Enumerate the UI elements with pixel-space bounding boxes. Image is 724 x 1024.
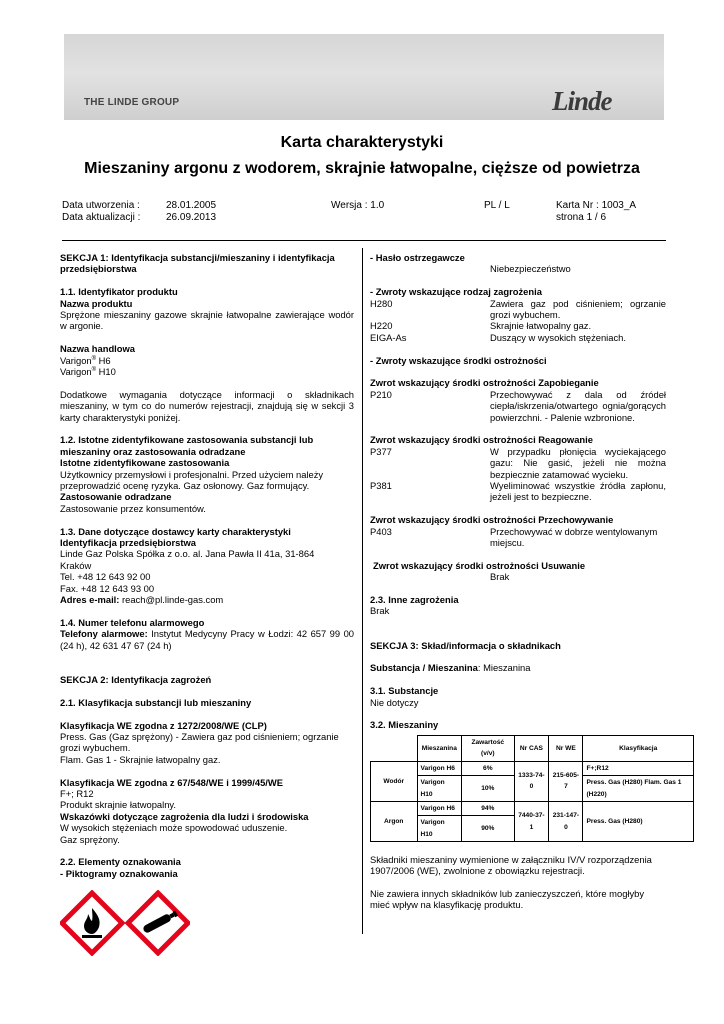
section-1-2-heading: 1.2. Istotne zidentyfikowane zastosowania substancji lub mieszaniny oraz zastosowania odradzane [60,434,314,457]
section-3-2-heading: 3.2. Mieszaniny [370,719,439,731]
clp-heading: Klasyfikacja WE zgodna z 1272/2008/WE (CLP) [60,719,267,731]
email-link[interactable]: reach@pl.linde-gas.com [119,594,224,606]
alarm-phones [60,628,354,651]
created-value: 28.01.2005 [166,200,217,211]
header-rule [62,240,666,241]
updated-value: 26.09.2013 [166,212,217,223]
precaution-text: Przechowywać w dobrze wentylowanym miejscu. [490,525,658,549]
meta-values [166,200,216,224]
language: PL / L [484,200,510,211]
trade-name-2-brand: Varigon [60,366,92,378]
hazard-text: Duszący w wysokich stężeniach. [490,331,626,343]
precaution-row [370,446,666,480]
response-heading: Zwrot wskazujący środki ostrożności Reagowanie [370,434,593,446]
trade-name-1 [60,355,354,366]
product-name-text: Sprężone mieszaniny gazowe skrajnie łatwopalne zawierające wodór w argonie. [60,309,354,332]
column-header-concentration: Zawartość (v/v) [462,735,514,761]
alarm-text: Instytut Medycyny Pracy w Łodzi: 42 657 99 00 (24 h), 42 631 47 67 (24 h) [60,628,355,651]
disposal-heading: Zwrot wskazujący środki ostrożności Usuwanie [373,559,586,571]
section-1-3-heading: 1.3. Dane dotyczące dostawcy karty charakterystyki [60,525,291,537]
component-name: Argon [371,801,418,841]
composition-table [370,735,694,842]
directive-line-2: Produkt skrajnie łatwopalny. [60,799,177,811]
registration-note: Składniki mieszaniny wymienione w załączniku IV/V rozporządzenia 1907/2006 (WE), zwolnione z obowiązku rejestracji. [370,853,652,876]
product-cell: Varigon H10 [417,776,462,802]
disposal-value: Brak [490,571,510,583]
hazard-statement-row [370,332,666,343]
trade-name-1-code: H6 [96,354,111,366]
meta-labels [62,200,140,224]
linde-logo: Linde [552,86,612,116]
section-1-4-heading: 1.4. Numer telefonu alarmowego [60,616,205,628]
cas-cell: 7440-37-1 [514,801,549,841]
column-header-cas: Nr CAS [514,735,549,761]
column-divider [362,248,363,934]
precaution-row [370,526,666,549]
product-name-label: Nazwa produktu [60,297,133,309]
column-header-mixture: Mieszanina [417,735,462,761]
substance-mixture [370,662,666,673]
supplier-phone: Tel. +48 12 643 92 00 [60,571,151,583]
hazard-statements-heading: - Zwroty wskazujące rodzaj zagrożenia [370,286,542,298]
impurities-note: Nie zawiera innych składników lub zanieczyszczeń, które mogłyby mieć wpływ na klasyfikację produktu. [370,887,645,911]
we-cell: 231-147-0 [549,801,583,841]
card-info [556,200,636,224]
section-2-2-heading: 2.2. Elementy oznakowania [60,856,181,868]
substance-label: Substancja / Mieszanina [370,662,478,674]
precaution-text: Wyeliminować wszystkie źródła zapłonu, jeżeli jest to bezpieczne. [490,480,666,503]
hazard-statement-row [370,320,666,331]
advised-against-label: Zastosowanie odradzane [60,491,172,503]
hazard-statement-row [370,298,666,321]
hazard-hint-heading: Wskazówki dotyczące zagrożenia dla ludzi i środowiska [60,810,309,822]
precaution-text: W przypadku płonięcia wyciekającego gazu: Nie gasić, jeżeli nie można bezpiecznie zatamować wycieku. [490,445,666,480]
trade-name-label: Nazwa handlowa [60,343,136,355]
section-3-1-heading: 3.1. Substancje [370,685,439,697]
product-cell: Varigon H10 [417,816,462,842]
version: Wersja : 1.0 [331,200,385,211]
left-column [60,252,354,879]
right-column [370,252,682,911]
table-header-row [371,735,694,761]
hazard-text: Zawiera gaz pod ciśnieniem; ogrzanie grozi wybuchem. [490,297,666,321]
uses-label: Istotne zidentyfikowane zastosowania [60,457,230,469]
page-number: strona 1 / 6 [556,212,607,223]
extra-info: Dodatkowe wymagania dotyczące informacji o składnikach mieszaniny, w tym co do numerów rejestracji, znajdują się w sekcji 3 karty charakterystyki poniżej. [60,388,354,423]
we-cell: 215-605-7 [549,761,583,801]
registered-mark: ® [91,366,97,373]
section-1-heading: SEKCJA 1: Identyfikacja substancji/mieszaniny i identyfikacja przedsiębiorstwa [60,252,335,275]
flame-pictogram-icon [62,893,122,953]
concentration-cell: 94% [462,801,514,815]
card-number: Karta Nr : 1003_A [556,200,637,211]
supplier-address-1: Linde Gaz Polska Spółka z o.o. al. Jana Pawła II 41a, 31-864 [60,548,315,560]
pictograms [60,890,190,961]
precautionary-heading: - Zwroty wskazujące środki ostrożności [370,354,547,366]
section-3-heading: SEKCJA 3: Skład/informacja o składnikach [370,639,561,651]
classification-cell: Press. Gas (H280) [583,801,694,841]
registered-mark: ® [91,355,97,362]
concentration-cell: 90% [462,816,514,842]
storage-heading: Zwrot wskazujący środki ostrożności Przechowywanie [370,514,614,526]
supplier-fax: Fax. +48 12 643 93 00 [60,582,155,594]
trade-name-1-brand: Varigon [60,354,92,366]
hazard-hint-2: Gaz sprężony. [60,833,120,845]
cas-cell: 1333-74-0 [514,761,549,801]
created-label: Data utworzenia : [62,200,140,211]
table-corner [371,735,418,761]
precaution-code: P381 [370,480,392,492]
alarm-label: Telefony alarmowe: [60,628,148,640]
column-header-we: Nr WE [549,735,583,761]
uses-text: Użytkownicy przemysłowi i profesjonalni. Przed użyciem należy przeprowadzić ocenę ryzyka. Gaz osłonowy. Gaz formujący. [60,468,324,492]
substance-value: : Mieszanina [477,662,531,674]
table-row [371,761,694,775]
supplier-email [60,594,354,605]
section-2-3-heading: 2.3. Inne zagrożenia [370,594,459,606]
precaution-code: P377 [370,445,392,457]
precaution-row [370,389,666,423]
section-1-1-heading: 1.1. Identyfikator produktu [60,286,178,298]
prevention-heading: Zwrot wskazujący środki ostrożności Zapobieganie [370,377,599,389]
email-label: Adres e-mail: [60,594,120,606]
hazard-code: H280 [370,297,393,309]
supplier-label: Identyfikacja przedsiębiorstwa [60,537,196,549]
product-cell: Varigon H6 [417,761,462,775]
updated-label: Data aktualizacji : [62,212,141,223]
section-3-1-value: Nie dotyczy [370,696,419,708]
document-title: Karta charakterystyki [280,134,444,151]
company-group-name: THE LINDE GROUP [84,97,180,108]
hazard-code: H220 [370,320,393,332]
directive-line-1: F+; R12 [60,787,94,799]
concentration-cell: 6% [462,761,514,775]
classification-cell: Press. Gas (H280) Flam. Gas 1 (H220) [583,776,694,802]
precaution-code: P403 [370,525,392,537]
section-2-heading: SEKCJA 2: Identyfikacja zagrożeń [60,673,212,685]
document-subtitle: Mieszaniny argonu z wodorem, skrajnie łatwopalne, cięższe od powietrza [84,160,640,177]
hazard-text: Skrajnie łatwopalny gaz. [490,320,592,332]
section-2-3-value: Brak [370,605,390,617]
hazard-code: EIGA-As [370,331,407,343]
signal-word-heading: - Hasło ostrzegawcze [370,252,465,263]
classification-cell: F+;R12 [583,761,694,775]
column-header-classification: Klasyfikacja [583,735,694,761]
hazard-hint-1: W wysokich stężeniach może spowodować uduszenie. [60,822,288,834]
gas-cylinder-pictogram-icon [128,893,188,953]
pictogram-heading: - Piktogramy oznakowania [60,867,178,879]
supplier-address-2: Kraków [60,559,92,571]
advised-against-text: Zastosowanie przez konsumentów. [60,502,206,514]
clp-line-1: Press. Gas (Gaz sprężony) - Zawiera gaz pod ciśnieniem; ogrzanie grozi wybuchem. [60,730,339,754]
precaution-row [370,480,666,503]
concentration-cell: 10% [462,776,514,802]
precaution-text: Przechowywać z dala od źródeł ciepła/iskrzenia/otwartego ognia/gorących powierzchni. - Palenie wzbronione. [490,388,666,423]
signal-word: Niebezpieczeństwo [490,263,571,275]
section-2-1-heading: 2.1. Klasyfikacja substancji lub mieszaniny [60,696,252,708]
product-cell: Varigon H6 [417,801,462,815]
trade-name-2-code: H10 [96,366,116,378]
table-row [371,801,694,815]
precaution-code: P210 [370,388,392,400]
clp-line-2: Flam. Gas 1 - Skrajnie łatwopalny gaz. [60,753,221,765]
directive-heading: Klasyfikacja WE zgodna z 67/548/WE i 1999/45/WE [60,776,284,788]
component-name: Wodór [371,761,418,801]
trade-name-2 [60,366,354,377]
